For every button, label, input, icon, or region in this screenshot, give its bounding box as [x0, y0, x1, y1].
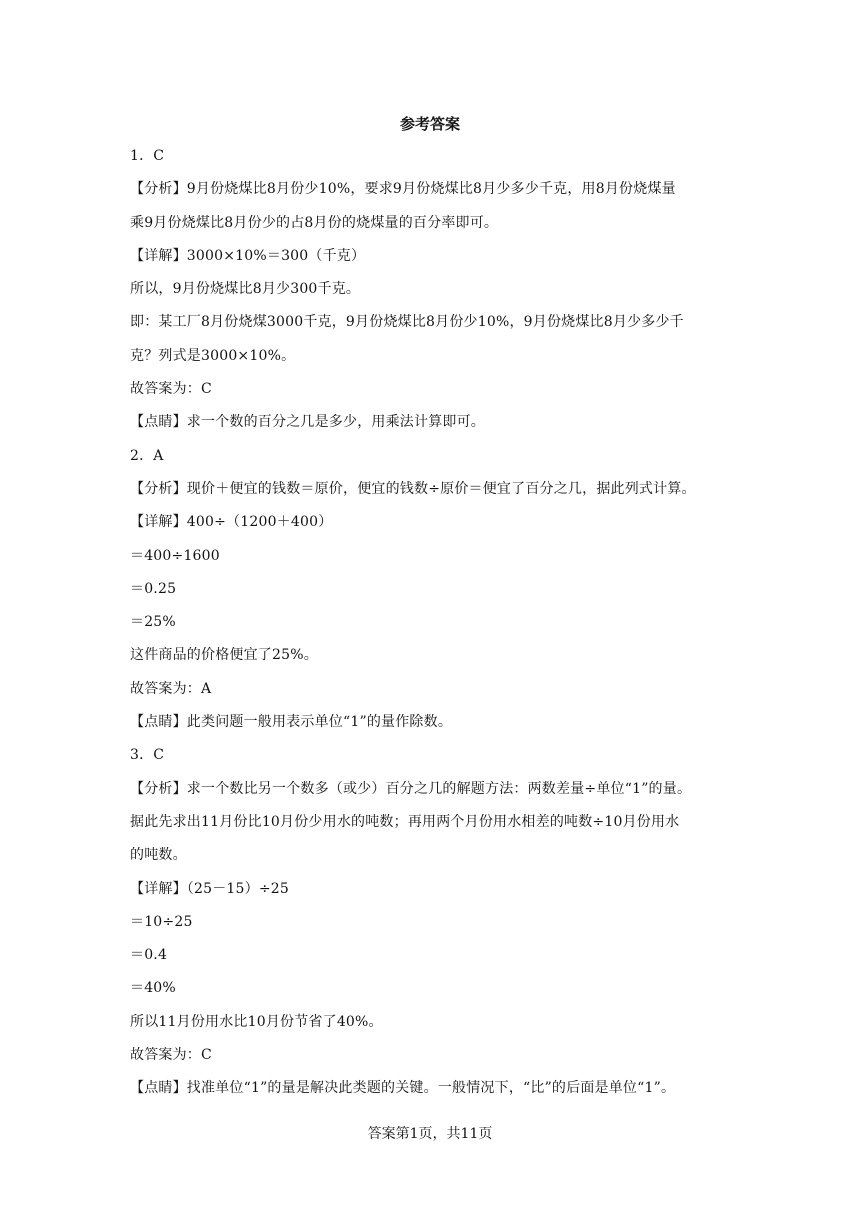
text-line: 1．C	[130, 148, 165, 164]
text-line: 克？列式是3000×10%。	[130, 347, 296, 364]
page-footer: 答案第1页，共11页	[367, 1126, 493, 1142]
text-line: ＝25%	[130, 614, 176, 631]
text-line: 2．A	[130, 447, 164, 464]
text-line: 【分析】9月份烧煤比8月份少10%，要求9月份烧煤比8月少多少千克，用8月份烧煤量	[130, 181, 676, 198]
text-line: ＝0.25	[130, 580, 177, 597]
answer-content	[130, 144, 730, 1110]
text-line: 所以11月份用水比10月份节省了40%。	[130, 1013, 383, 1030]
text-line: 故答案为：C	[130, 381, 212, 398]
text-line: 即：某工厂8月份烧煤3000千克，9月份烧煤比8月份少10%，9月份烧煤比8月少多少千	[130, 314, 684, 331]
text-line: ＝400÷1600	[130, 547, 220, 564]
text-line: 【点睛】求一个数的百分之几是多少，用乘法计算即可。	[130, 414, 485, 431]
text-line: 故答案为：C	[130, 1047, 212, 1064]
text-line: 所以，9月份烧煤比8月少300千克。	[130, 281, 361, 298]
text-line: ＝10÷25	[130, 913, 193, 930]
text-line: 故答案为：A	[130, 680, 212, 697]
text-line: 【点睛】此类问题一般用表示单位“1”的量作除数。	[130, 714, 453, 731]
text-line: 【详解】400÷（1200＋400）	[130, 514, 333, 531]
text-line: 【详解】3000×10%＝300（千克）	[130, 247, 366, 264]
text-line: ＝40%	[130, 980, 176, 997]
text-line: 3．C	[130, 747, 165, 764]
document-title: 参考答案	[399, 115, 460, 133]
text-line: 【详解】（25－15）÷25	[130, 880, 289, 897]
text-line: ＝0.4	[130, 947, 168, 964]
text-line: 【分析】求一个数比另一个数多（或少）百分之几的解题方法：两数差量÷单位“1”的量。	[130, 780, 692, 797]
text-line: 据此先求出11月份比10月份少用水的吨数；再用两个月份用水相差的吨数÷10月份用水	[130, 813, 680, 830]
text-line: 的吨数。	[130, 847, 187, 864]
text-line: 这件商品的价格便宜了25%。	[130, 647, 318, 664]
text-line: 【分析】现价＋便宜的钱数＝原价，便宜的钱数÷原价＝便宜了百分之几，据此列式计算。	[130, 480, 696, 497]
text-line: 乘9月份烧煤比8月份少的占8月份的烧煤量的百分率即可。	[130, 214, 499, 231]
text-line: 【点睛】找准单位“1”的量是解决此类题的关键。一般情况下，“比”的后面是单位“1”。	[130, 1080, 676, 1097]
